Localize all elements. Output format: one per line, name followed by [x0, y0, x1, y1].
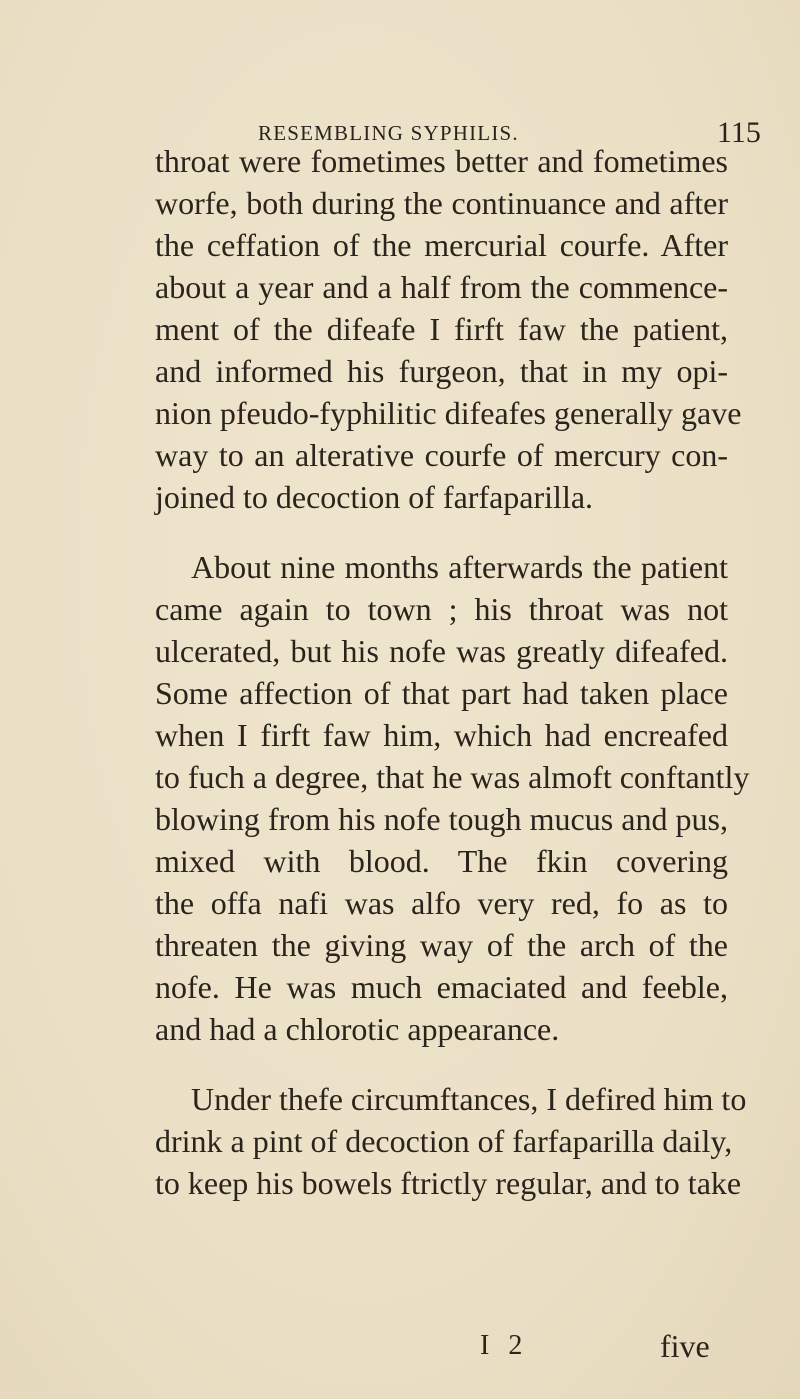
text-line: Some affection of that part had taken place [155, 675, 728, 711]
text-line: to fuch a degree, that he was almoft conftantly [155, 759, 750, 795]
text-line: joined to decoction of farfaparilla. [155, 479, 594, 515]
text-line: when I firft faw him, which had encreafed [155, 717, 728, 753]
text-line: the offa nafi was alfo very red, fo as to [155, 885, 728, 921]
text-line: threaten the giving way of the arch of the [155, 927, 728, 963]
paragraph-2 [155, 546, 750, 1050]
text-line: blowing from his nofe tough mucus and pus, [155, 801, 728, 837]
page-number: 115 [717, 116, 761, 149]
text-line: and informed his furgeon, that in my opi- [155, 353, 728, 389]
text-line: to keep his bowels ftrictly regular, and to take [155, 1165, 742, 1201]
text-line: worfe, both during the continuance and after [155, 185, 728, 221]
paragraph-1 [155, 140, 742, 518]
text-line: throat were fometimes better and fometimes [155, 143, 728, 179]
text-line: nion pfeudo-fyphilitic difeafes generally gave [155, 395, 742, 431]
running-title: RESEMBLING SYPHILIS. [258, 121, 519, 145]
text-line: Under thefe circumftances, I defired him to [191, 1081, 747, 1117]
text-line: nofe. He was much emaciated and feeble, [155, 969, 728, 1005]
text-line: drink a pint of decoction of farfaparilla daily, [155, 1123, 733, 1159]
paragraph-3 [155, 1078, 747, 1204]
text-line: the ceffation of the mercurial courfe. After [155, 227, 728, 263]
text-line: about a year and a half from the commence- [155, 269, 728, 305]
text-line: ulcerated, but his nofe was greatly difeafed. [155, 633, 728, 669]
text-line: came again to town ; his throat was not [155, 591, 728, 627]
body-text [155, 140, 750, 1204]
text-line: ment of the difeafe I firft faw the patient, [155, 311, 728, 347]
page-footer [155, 1326, 728, 1366]
text-line: and had a chlorotic appearance. [155, 1011, 560, 1047]
text-line: mixed with blood. The fkin covering [155, 843, 728, 879]
catchword: five [660, 1328, 710, 1364]
text-line: About nine months afterwards the patient [191, 549, 728, 585]
text-line: way to an alterative courfe of mercury con- [155, 437, 728, 473]
signature-mark: I 2 [480, 1330, 529, 1361]
